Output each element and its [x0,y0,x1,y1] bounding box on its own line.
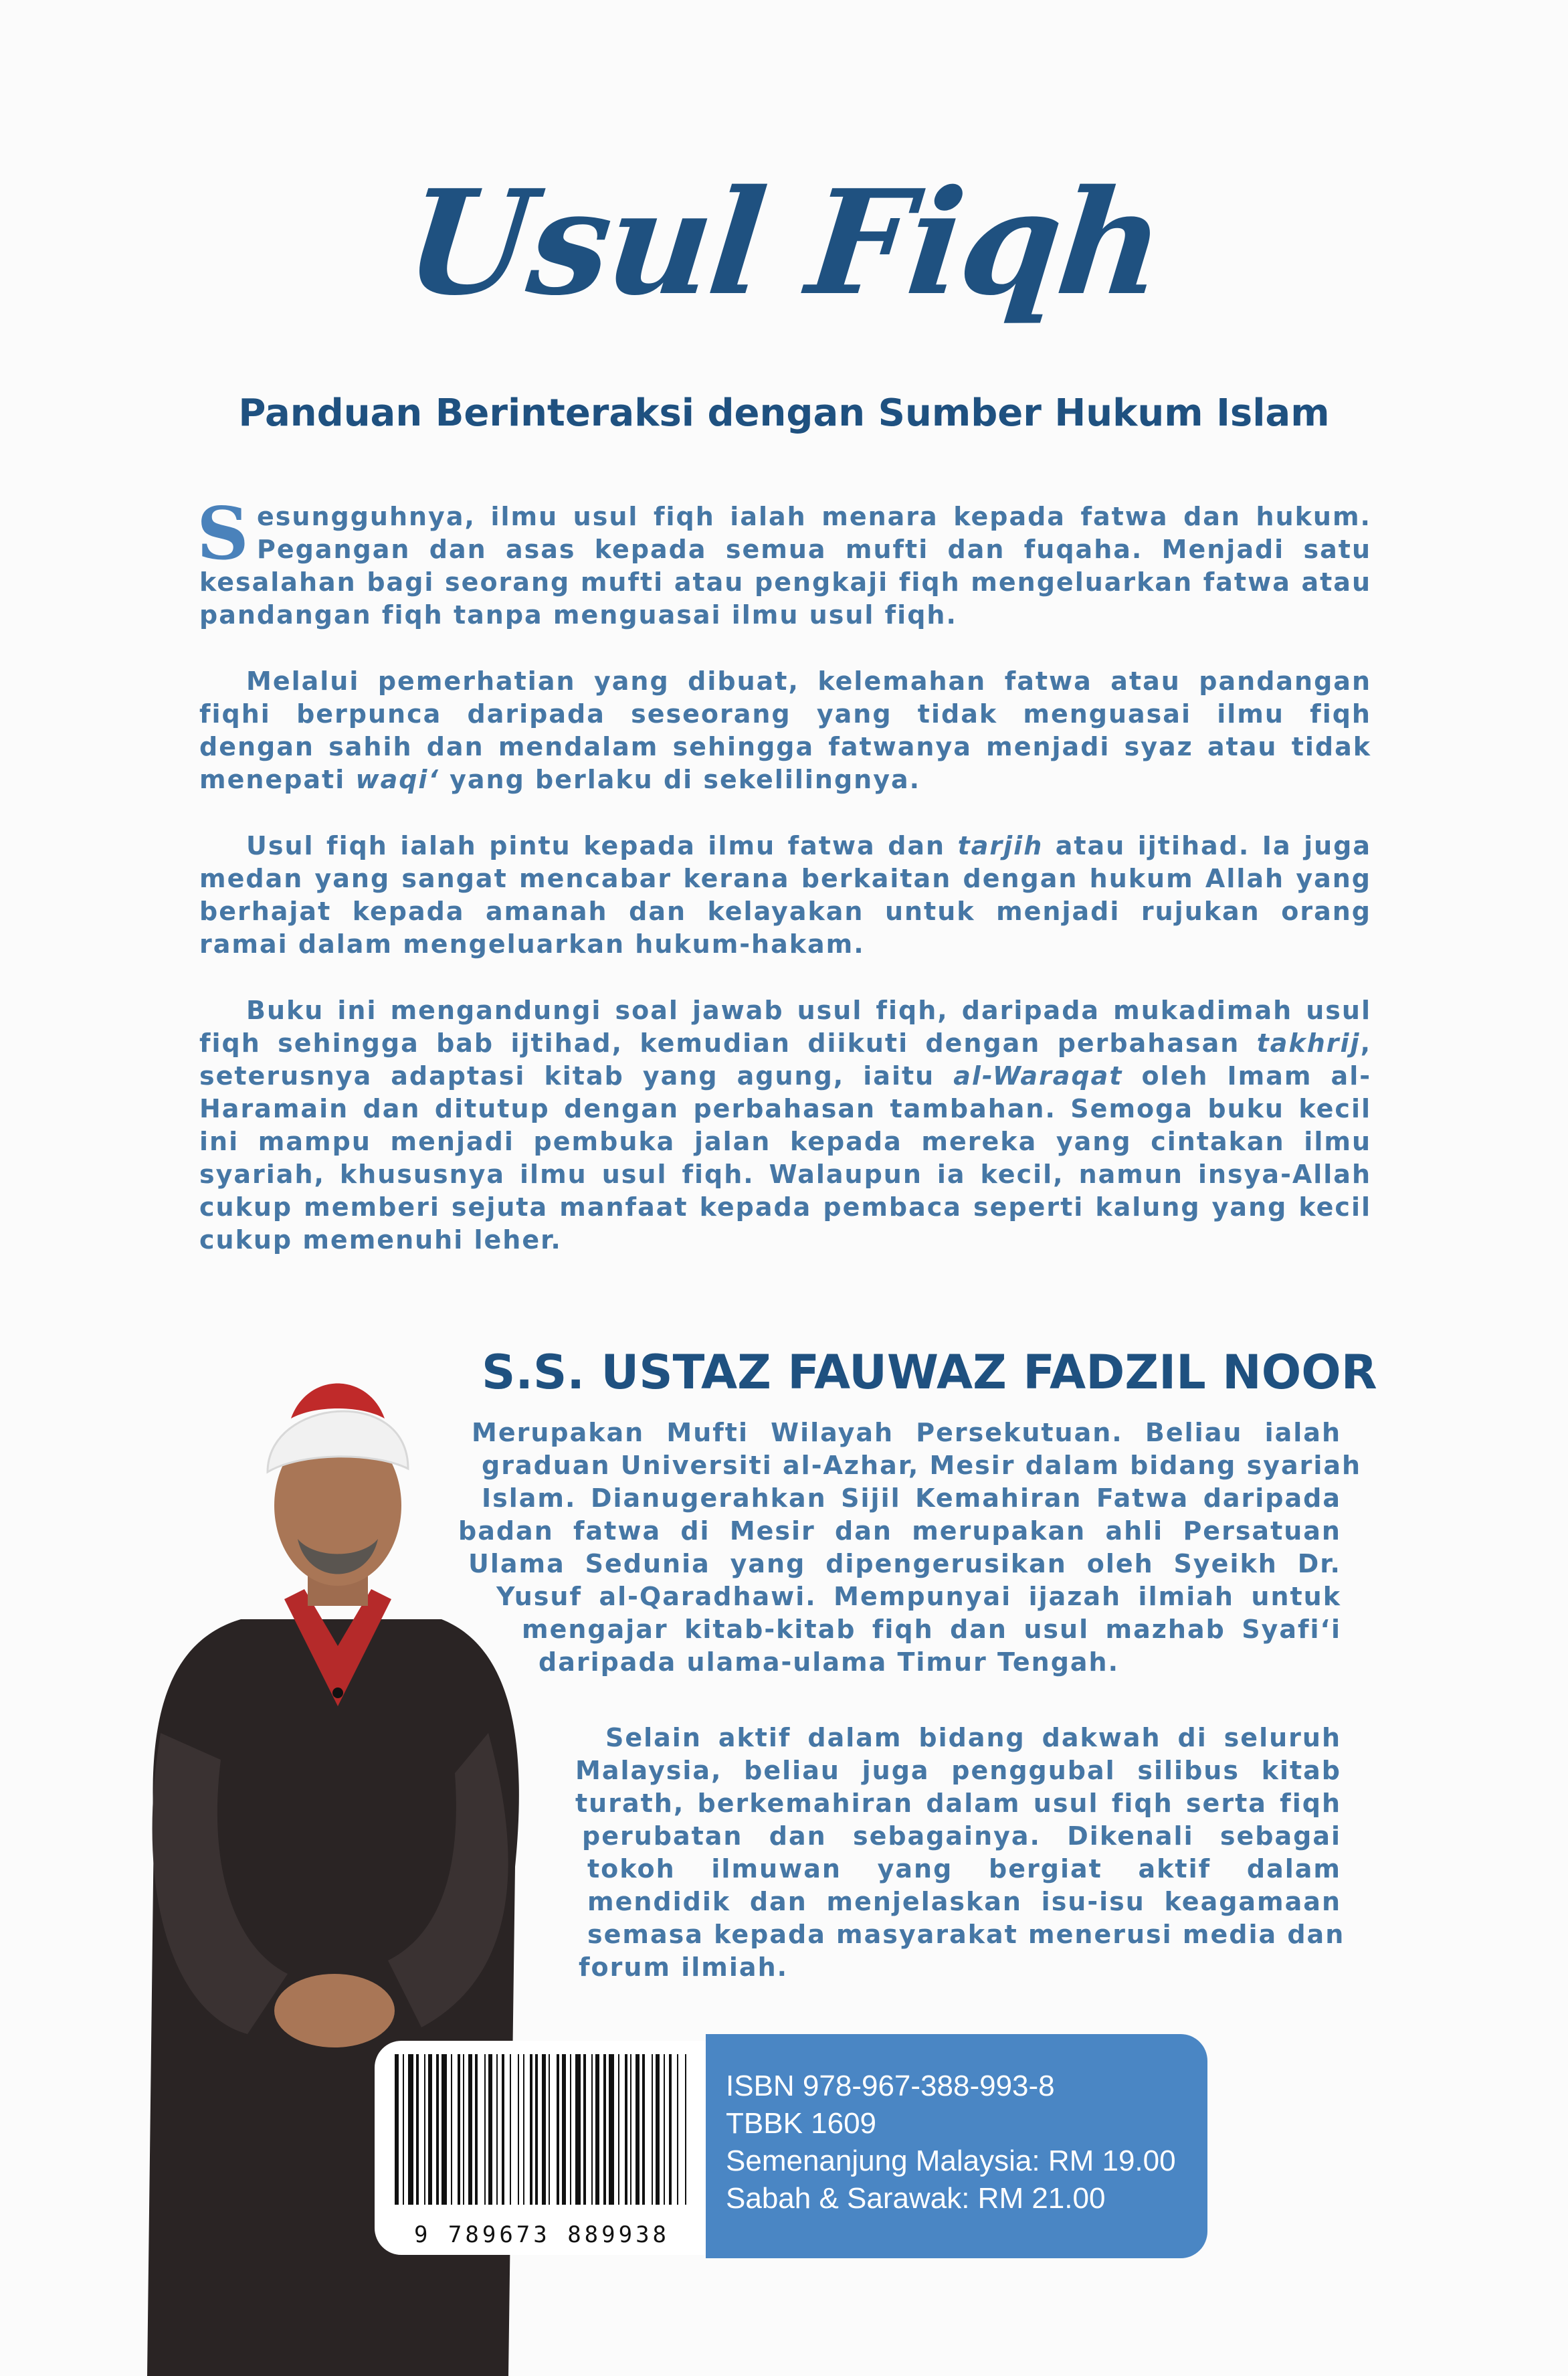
book-title: Usul Fiqh [398,158,1170,327]
barcode-bar [630,2054,631,2205]
barcode-bar [442,2054,447,2205]
isbn: ISBN 978-967-388-993-8 [726,2070,1055,2102]
barcode-bar [609,2054,614,2205]
barcode-bar [652,2054,653,2205]
barcode-bar [595,2054,599,2205]
barcode-bar [484,2054,486,2205]
bio-line: Yusuf al-Qaradhawi. Mempunyai ijazah ilmiah untuk [496,1582,1341,1611]
blurb-paragraph-3: Usul fiqh ialah pintu kepada ilmu fatwa dan tarjih atau ijtihad. Ia juga medan yang sangat mencabar kerana berkaitan dengan hukum Allah yang berhajat kepada amanah dan kelayakan untuk menjadi rujukan orang ramai dalam mengeluarkan hukum-hakam. [199,831,1371,959]
barcode-bar [677,2054,678,2205]
barcode-bar [424,2054,425,2205]
barcode-bar [685,2054,686,2205]
bio-line: mengajar kitab-kitab fiqh dan usul mazhab Syafi‘i [522,1615,1341,1644]
bio-line: forum ilmiah. [579,1952,789,1982]
bio-line: mendidik dan menjelaskan isu-isu keagamaan [587,1887,1341,1916]
barcode-bar [496,2054,498,2205]
barcode-bar [591,2054,593,2205]
blurb-paragraph-2: Melalui pemerhatian yang dibuat, kelemahan fatwa atau pandangan fiqhi berpunca daripada seseorang yang tidak menguasai ilmu fiqh dengan sahih dan mendalam sehingga fatwanya menjadi syaz atau tidak menepati waqi‘ yang berlaku di sekelilingnya. [199,666,1371,794]
barcode-bar [451,2054,452,2205]
pricing-panel [706,2034,1207,2258]
barcode-bar [458,2054,460,2205]
drop-cap: S [197,492,250,576]
barcode-bar [475,2054,478,2205]
bio-line: Merupakan Mufti Wilayah Persekutuan. Beliau ialah [472,1418,1341,1447]
bio-line: Malaysia, beliau juga penggubal silibus kitab [575,1756,1341,1785]
barcode-bar [570,2054,571,2205]
barcode-bar [428,2054,432,2205]
barcode [375,2041,709,2255]
barcode-bar [408,2054,413,2205]
barcode-bar [557,2054,559,2205]
barcode-bar [523,2054,524,2205]
bio-line: perubatan dan sebagainya. Dikenali sebagai [582,1821,1341,1851]
barcode-bar [642,2054,645,2205]
barcode-bar [542,2054,546,2205]
blurb-paragraph-1: Sesungguhnya, ilmu usul fiqh ialah menara kepada fatwa dan hukum. Pegangan dan asas kepada semua mufti dan fuqaha. Menjadi satu kesalahan bagi seorang mufti atau pengkaji fiqh mengeluarkan fatwa atau pandangan fiqh tanpa menguasai ilmu usul fiqh. [197,492,1371,630]
bio-line: turath, berkemahiran dalam usul fiqh serta fiqh [575,1789,1341,1818]
barcode-bar [416,2054,419,2205]
barcode-bar [575,2054,581,2205]
barcode-bar [468,2054,472,2205]
barcode-bar [395,2054,399,2205]
barcode-bar [502,2054,504,2205]
barcode-bar [530,2054,532,2205]
barcode-bar [562,2054,566,2205]
barcode-bar [510,2054,511,2205]
blurb-paragraph-4: Buku ini mengandungi soal jawab usul fiqh, daripada mukadimah usul fiqh sehingga bab ijtihad, kemudian diikuti dengan perbahasan takhrij, seterusnya adaptasi kitab yang agung, iaitu al-Waraqat oleh Imam al-Haramain dan ditutup dengan perbahasan tambahan. Semoga buku kecil ini mampu menjadi pembuka jalan kepada mereka yang cintakan ilmu syariah, khususnya ilmu usul fiqh. Walaupun ia kecil, namun insya-Allah cukup memberi sejuta manfaat kepada pembaca seperti kalung yang kecil cukup memenuhi leher. [199,996,1371,1255]
barcode-bar [669,2054,672,2205]
barcode-bar [535,2054,538,2205]
bio-line: tokoh ilmuwan yang bergiat aktif dalam [587,1854,1341,1884]
price-east: Sabah & Sarawak: RM 21.00 [726,2182,1106,2215]
barcode-bar [463,2054,464,2205]
barcode-bar [656,2054,660,2205]
bio-line: Ulama Sedunia yang dipengerusikan oleh Syeikh Dr. [468,1549,1341,1578]
book-subtitle: Panduan Berinteraksi dengan Sumber Hukum Islam [238,391,1330,435]
barcode-bar [488,2054,492,2205]
barcode-bar [664,2054,665,2205]
barcode-bar [583,2054,586,2205]
author-name: S.S. USTAZ FAUWAZ FADZIL NOOR [482,1345,1377,1400]
blurb [197,492,1371,1290]
barcode-bar [436,2054,439,2205]
bio-line: Selain aktif dalam bidang dakwah di seluruh [605,1723,1341,1752]
bio-line: graduan Universiti al-Azhar, Mesir dalam bidang syariah [482,1451,1362,1480]
barcode-bar [603,2054,606,2205]
bio-line: semasa kepada masyarakat menerusi media dan [587,1920,1345,1949]
barcode-bar [518,2054,519,2205]
barcode-digits: 9 789673 889938 [413,2221,670,2248]
barcode-bars [375,2054,709,2228]
bio-line: daripada ulama-ulama Timur Tengah. [538,1647,1120,1677]
barcode-bar [625,2054,627,2205]
barcode-bar [549,2054,550,2205]
button [332,1687,343,1698]
barcode-bar [403,2054,404,2205]
bio-line: Islam. Dianugerahkan Sijil Kemahiran Fatwa daripada [482,1483,1341,1513]
tbbk: TBBK 1609 [726,2107,877,2140]
hands [274,1974,395,2047]
barcode-bar [618,2054,619,2205]
barcode-bar [635,2054,640,2205]
bio-line: badan fatwa di Mesir dan merupakan ahli Persatuan [458,1516,1341,1546]
price-peninsular: Semenanjung Malaysia: RM 19.00 [726,2144,1176,2177]
